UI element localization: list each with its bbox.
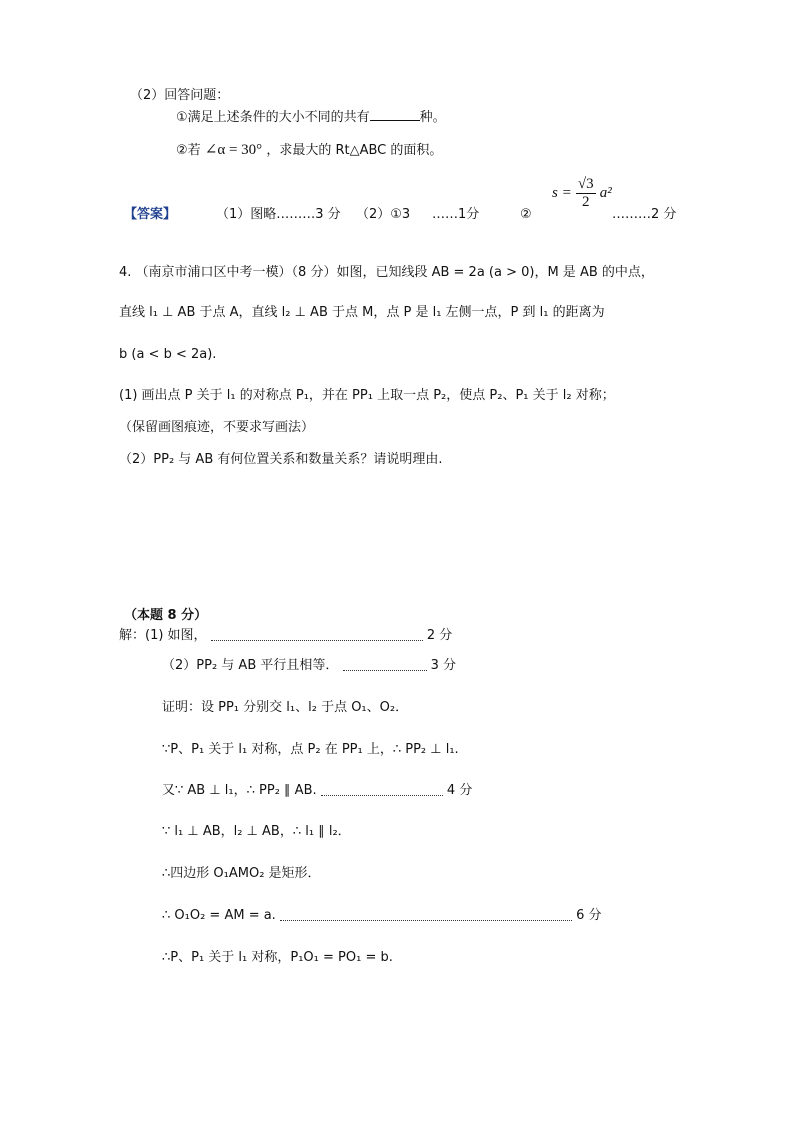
dotted-leader [321, 786, 443, 796]
step8-text: ∴ O₁O₂ = AM = a. [162, 908, 276, 923]
part2-question-1 [176, 108, 446, 128]
dotted-leader [343, 661, 427, 671]
solution-step-1 [119, 626, 452, 646]
solution-step-5 [162, 781, 472, 801]
answer-part1: （1）图略………3 分 [216, 207, 341, 222]
solution-header: （本题 8 分） [124, 608, 208, 623]
problem4-question-2: （2）PP₂ 与 AB 有何位置关系和数量关系？请说明理由. [119, 452, 443, 467]
solution-step-3: 证明：设 PP₁ 分别交 l₁、l₂ 于点 O₁、O₂． [162, 700, 409, 715]
solution-step-9: ∴P、P₁ 关于 l₁ 对称，P₁O₁ = PO₁ = b. [162, 950, 393, 965]
step8-score: 6 分 [576, 908, 602, 923]
step5-score: 4 分 [446, 783, 473, 798]
formula-variable: a² [599, 185, 612, 201]
step2-text: （2）PP₂ 与 AB 平行且相等． [162, 658, 339, 673]
q1-text: ①满足上述条件的大小不同的共有 [176, 110, 370, 125]
step5-text: 又∵ AB ⊥ l₁，∴ PP₂ ∥ AB. [162, 783, 317, 798]
answer-label: 【答案】 [124, 207, 177, 222]
area-formula [552, 176, 612, 211]
answer-tag [124, 205, 176, 225]
solution-step-8 [162, 906, 602, 926]
solution-step-2 [162, 656, 456, 676]
dotted-leader [280, 911, 572, 921]
problem4-question-1-note: （保留画图痕迹，不要求写画法） [119, 420, 315, 435]
answer-blank [370, 108, 420, 121]
answer-part3-label: ② [520, 207, 532, 222]
formula-denominator: 2 [581, 194, 590, 210]
dotted-leader [211, 631, 423, 641]
answer-part3-score: ………2 分 [612, 207, 677, 222]
answer-part2-score: ……1分 [432, 207, 480, 222]
step2-score: 3 分 [430, 658, 457, 673]
problem4-line3: b (a < b < 2a). [119, 347, 217, 362]
step1-score: 2 分 [426, 628, 453, 643]
problem4-number: 4. [119, 265, 132, 280]
part2-heading: （2）回答问题： [130, 88, 230, 103]
q2-angle-formula: ∠α = 30° [204, 142, 263, 158]
step1-text: 解：(1) 如图， [119, 628, 207, 643]
solution-step-7: ∴四边形 O₁AMO₂ 是矩形． [162, 866, 321, 881]
problem4-line2: 直线 l₁ ⊥ AB 于点 A，直线 l₂ ⊥ AB 于点 M，点 P 是 l₁ 左侧一点，P 到 l₁ 的距离为 [119, 305, 605, 320]
formula-fraction [576, 176, 596, 211]
formula-numerator: √3 [577, 176, 594, 192]
problem4-question-1: (1) 画出点 P 关于 l₁ 的对称点 P₁，并在 PP₁ 上取一点 P₂，使点 P₂、P₁ 关于 l₂ 对称； [119, 388, 615, 403]
formula-lhs: s = [552, 185, 572, 201]
problem4-line1 [119, 263, 654, 283]
q1-suffix: 种。 [419, 110, 446, 125]
solution-step-4: ∵P、P₁ 关于 l₁ 对称，点 P₂ 在 PP₁ 上，∴ PP₂ ⊥ l₁. [162, 742, 459, 757]
solution-step-6: ∵ l₁ ⊥ AB，l₂ ⊥ AB，∴ l₁ ∥ l₂． [162, 824, 351, 839]
q2-suffix: ，求最大的 Rt△ABC 的面积。 [266, 143, 443, 158]
part2-question-2 [176, 140, 442, 161]
q2-prefix: ②若 [176, 143, 201, 158]
answer-part2: （2）①3 [356, 207, 411, 222]
problem4-text1: （南京市浦口区中考一模）（8 分）如图，已知线段 AB = 2a (a > 0)，M 是 AB 的中点， [135, 265, 654, 280]
